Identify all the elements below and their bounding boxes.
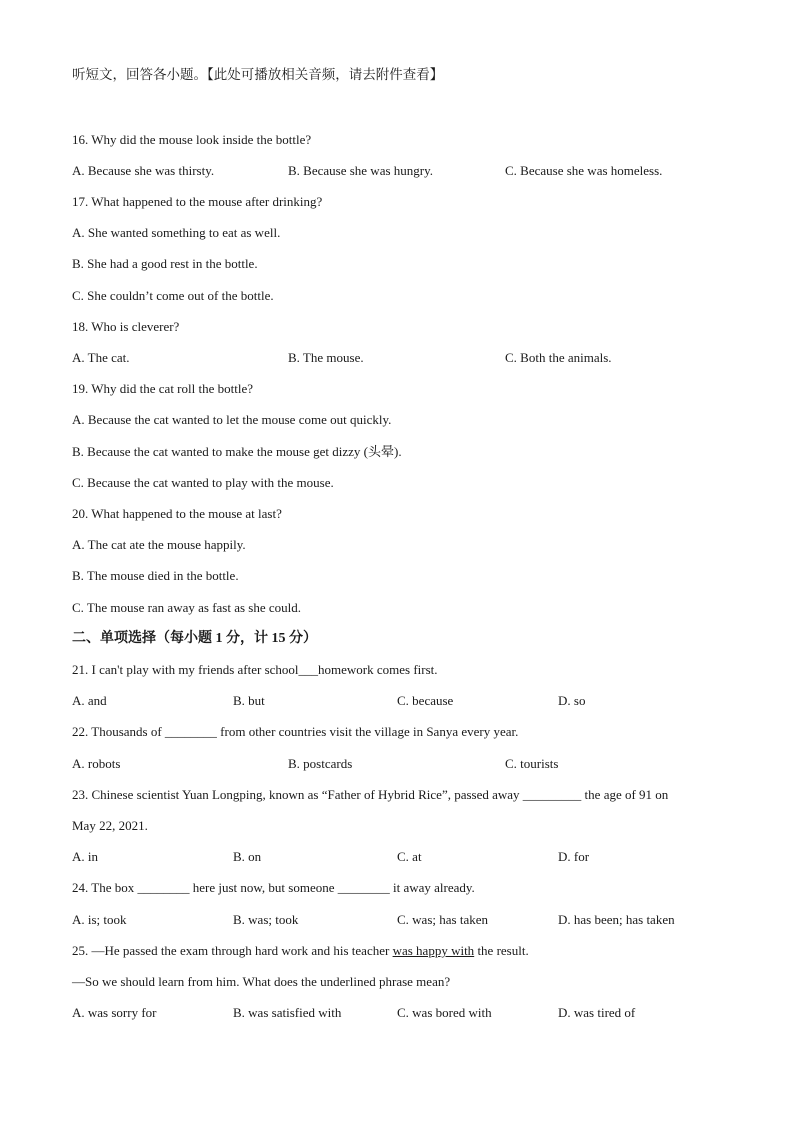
q22-option-a: A. robots <box>72 756 121 771</box>
question-24: 24. The box ________ here just now, but someone ________ it away already. <box>72 880 475 895</box>
q16-option-a: A. Because she was thirsty. <box>72 163 215 178</box>
q25-stem-start: 25. —He passed the exam through hard work and his teacher <box>72 943 393 958</box>
q19-option-b: B. Because the cat wanted to make the mouse get dizzy (头晕). <box>72 444 402 459</box>
question-17: 17. What happened to the mouse after drinking? <box>72 194 323 209</box>
question-19: 19. Why did the cat roll the bottle? <box>72 381 253 396</box>
question-23-cont: May 22, 2021. <box>72 818 148 833</box>
q23-option-a: A. in <box>72 849 98 864</box>
q18-option-b: B. The mouse. <box>288 350 364 365</box>
q16-option-b: B. Because she was hungry. <box>288 163 434 178</box>
q17-option-b: B. She had a good rest in the bottle. <box>72 256 258 271</box>
q23-option-c: C. at <box>397 849 422 864</box>
q23-option-b: B. on <box>233 849 262 864</box>
question-20: 20. What happened to the mouse at last? <box>72 506 282 521</box>
q22-option-b: B. postcards <box>288 756 353 771</box>
q20-option-b: B. The mouse died in the bottle. <box>72 568 239 583</box>
q21-option-c: C. because <box>397 693 454 708</box>
q25-stem-end: the result. <box>474 943 529 958</box>
listening-instruction: 听短文，回答各小题。【此处可播放相关音频，请去附件查看】 <box>72 67 444 82</box>
underlined-phrase: was happy with <box>392 943 475 958</box>
q21-option-d: D. so <box>558 693 586 708</box>
q16-option-c: C. Because she was homeless. <box>505 163 663 178</box>
question-18: 18. Who is cleverer? <box>72 319 180 334</box>
section-heading: 二、单项选择（每小题 1 分，计 15 分） <box>72 631 317 646</box>
q19-option-c: C. Because the cat wanted to play with the mouse. <box>72 475 334 490</box>
q20-option-c: C. The mouse ran away as fast as she could. <box>72 600 302 615</box>
q21-option-b: B. but <box>233 693 265 708</box>
q17-option-a: A. She wanted something to eat as well. <box>72 225 281 240</box>
q24-option-a: A. is; took <box>72 912 127 927</box>
q20-option-a: A. The cat ate the mouse happily. <box>72 537 246 552</box>
q24-option-d: D. has been; has taken <box>558 912 675 927</box>
question-16: 16. Why did the mouse look inside the bottle? <box>72 132 312 147</box>
q19-option-a: A. Because the cat wanted to let the mouse come out quickly. <box>72 412 392 427</box>
q24-option-c: C. was; has taken <box>397 912 488 927</box>
q21-option-a: A. and <box>72 693 107 708</box>
question-22: 22. Thousands of ________ from other countries visit the village in Sanya every year. <box>72 724 519 739</box>
q23-option-d: D. for <box>558 849 590 864</box>
q25-option-a: A. was sorry for <box>72 1005 157 1020</box>
question-23: 23. Chinese scientist Yuan Longping, known as “Father of Hybrid Rice”, passed away _________ the age of 91 on <box>72 787 669 802</box>
q17-option-c: C. She couldn’t come out of the bottle. <box>72 288 274 303</box>
q25-option-b: B. was satisfied with <box>233 1005 342 1020</box>
q18-option-a: A. The cat. <box>72 350 130 365</box>
question-25-cont: —So we should learn from him. What does the underlined phrase mean? <box>72 974 451 989</box>
q24-option-b: B. was; took <box>233 912 299 927</box>
q25-option-d: D. was tired of <box>558 1005 636 1020</box>
q18-option-c: C. Both the animals. <box>505 350 612 365</box>
q22-option-c: C. tourists <box>505 756 559 771</box>
question-21: 21. I can't play with my friends after school___homework comes first. <box>72 662 438 677</box>
question-25 <box>72 943 529 959</box>
q25-option-c: C. was bored with <box>397 1005 492 1020</box>
